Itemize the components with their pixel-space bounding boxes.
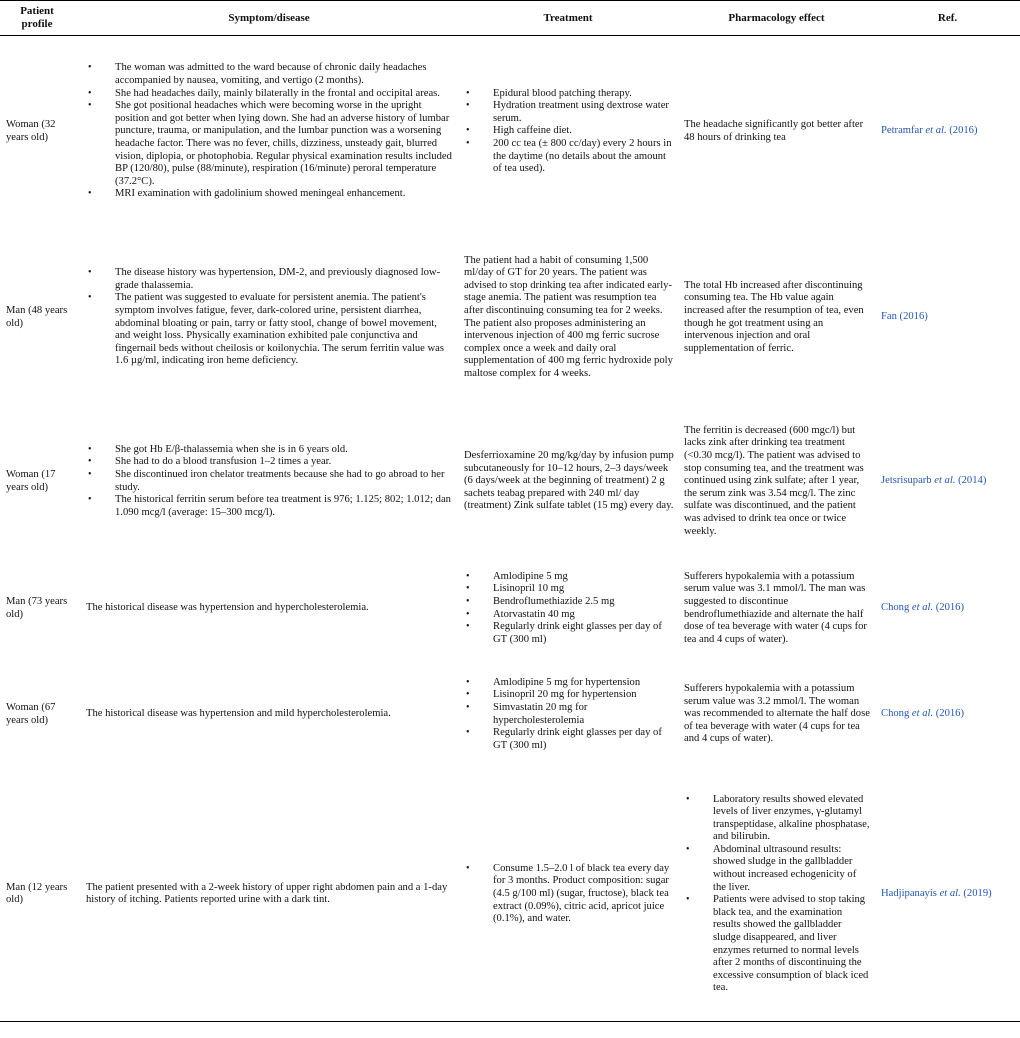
list-item: • Amlodipine 5 mg for hypertension: [464, 677, 674, 690]
list-item: • Abdominal ultrasound results: showed sludge in the gallbladder without increased echogenicity of the liver.: [684, 844, 871, 894]
treatment-list: [464, 571, 674, 647]
reference-link[interactable]: [875, 556, 1020, 662]
header-treatment: Treatment: [458, 1, 678, 36]
list-item: • Patients were advised to stop taking black tea, and the examination results showed the gallbladder sludge disappeared, and liver enzymes returned to normal levels after 2 months of discontinuing the excessive consumption of black iced tea.: [684, 894, 871, 995]
table-row: [0, 662, 1020, 768]
effect-cell: The ferritin is decreased (600 mgc/l) but lacks zink after drinking tea treatment (<0.30 mcg/l). The patient was advised to stop consuming tea, and the treatment was continued using zink sulfate; after 1 year, the serum zink was 3.54 mcg/l. The zinc sulfate was discontinued, and the patient was advised to drink tea once or twice weekly.: [684, 424, 864, 537]
list-item: • MRI examination with gadolinium showed meningeal enhancement.: [86, 188, 454, 201]
symptom-cell: [80, 36, 458, 228]
list-item: • She had to do a blood transfusion 1–2 times a year.: [86, 456, 454, 469]
ref-etal: et al.: [911, 602, 934, 614]
list-item: • 200 cc tea (± 800 cc/day) every 2 hours in the daytime (no details about the amount of tea used).: [464, 138, 674, 176]
effect-cell: Sufferers hypokalemia with a potassium serum value was 3.2 mmol/l. The woman was recommended to alternate the half dose of tea beverage with water (4 cups for tea and 4 cups of water).: [684, 683, 870, 745]
table-row: [0, 556, 1020, 662]
table-row: [0, 228, 1020, 408]
patient-profile-cell: Woman (67 years old): [6, 701, 56, 726]
ref-etal: et al.: [934, 475, 956, 487]
patient-profile-cell: Man (12 years old): [0, 768, 80, 1022]
ref-author: Fan (2016): [881, 311, 928, 323]
reference-link[interactable]: [875, 408, 1020, 556]
list-item: • Epidural blood patching therapy.: [464, 88, 674, 101]
list-item: • Regularly drink eight glasses per day of GT (300 ml): [464, 621, 674, 646]
patient-profile-cell: Woman (17 years old): [6, 468, 56, 493]
symptom-list: [86, 267, 454, 368]
list-item: • Atorvastatin 40 mg: [464, 609, 674, 622]
ref-etal: et al.: [939, 887, 961, 899]
list-item: • Consume 1.5–2.0 l of black tea every day for 3 months. Product composition: sugar (4.5 g/100 ml) (sugar, fructose), black tea extract (0.09%), citric acid, apricot juice (0.1%), and water.: [464, 863, 674, 926]
list-item: • Laboratory results showed elevated levels of liver enzymes, γ-glutamyl transpeptidase, alkaline phosphatase, and bilirubin.: [684, 794, 871, 844]
ref-year: (2016): [935, 708, 965, 720]
list-item: • The historical ferritin serum before tea treatment is 976; 1.125; 802; 1.012; dan 1.090 mcg/l (average: 15–300 mcg/l).: [86, 494, 454, 519]
reference-link[interactable]: [875, 36, 1020, 228]
patient-profile-cell: Woman (32 years old): [6, 119, 56, 143]
reference-link[interactable]: [875, 228, 1020, 408]
list-item: • She had headaches daily, mainly bilaterally in the frontal and occipital areas.: [86, 88, 454, 101]
list-item: • Regularly drink eight glasses per day of GT (300 ml): [464, 727, 674, 752]
header-patient-profile: Patient profile: [0, 1, 80, 36]
ref-year: (2016): [949, 125, 978, 137]
ref-author: Petramfar: [881, 125, 923, 137]
table-header-row: [0, 1, 1020, 36]
effect-list: [684, 794, 871, 996]
patient-profile-cell: Man (48 years old): [6, 304, 68, 329]
treatment-list: [464, 677, 674, 753]
list-item: • She got positional headaches which were becoming worse in the upright position and got better when lying down. She had an adverse history of lumbar puncture, trauma, or manipulation, and the lumbar punction was a worsening headache factor. There was no fever, chills, dizziness, unsteady gait, blurred vision, diplopia, or photophobia. Regular physical examination results included BP (120/80), pulse (88/minute), respiration (16/minute) peroral temperature (37.2°C).: [86, 100, 454, 188]
ref-year: (2016): [935, 602, 965, 614]
symptom-list: [86, 62, 454, 201]
table-row: [0, 408, 1020, 556]
table-row: [0, 36, 1020, 228]
ref-year: (2019): [963, 887, 992, 899]
reference-link[interactable]: [875, 768, 1020, 1022]
list-item: • The disease history was hypertension, DM-2, and previously diagnosed low-grade thalassemia.: [86, 267, 454, 292]
list-item: • High caffeine diet.: [464, 125, 674, 138]
table-row: [0, 768, 1020, 1022]
header-symptom-disease: Symptom/disease: [80, 1, 458, 36]
symptom-cell: The historical disease was hypertension and hypercholesterolemia.: [86, 602, 369, 614]
ref-year: (2014): [958, 475, 987, 487]
treatment-list: [464, 863, 674, 926]
list-item: • The woman was admitted to the ward because of chronic daily headaches accompanied by nausea, vomiting, and vertigo (2 months).: [86, 62, 454, 87]
treatment-cell: [458, 556, 678, 662]
symptom-cell: [80, 408, 458, 556]
treatment-cell: [458, 662, 678, 768]
symptom-cell: The historical disease was hypertension and mild hypercholesterolemia.: [86, 708, 391, 720]
symptom-list: [86, 444, 454, 520]
list-item: • Lisinopril 10 mg: [464, 583, 674, 596]
header-pharmacology-effect: Pharmacology effect: [678, 1, 875, 36]
treatment-cell: Desferrioxamine 20 mg/kg/day by infusion pump subcutaneously for 10–12 hours, 2–3 days/week (6 days/week at the beginning of treatment) 2 g sachets teabag prepared with 240 ml/ day (treatment) Zink sulfate tablet (15 mg) every day.: [464, 450, 674, 512]
list-item: • Amlodipine 5 mg: [464, 571, 674, 584]
list-item: • Bendroflumethiazide 2.5 mg: [464, 596, 674, 609]
symptom-cell: [80, 228, 458, 408]
ref-etal: et al.: [911, 708, 934, 720]
ref-author: Hadjipanayis: [881, 887, 937, 899]
patient-profile-cell: Man (73 years old): [6, 595, 68, 620]
list-item: • The patient was suggested to evaluate for persistent anemia. The patient's symptom involves fatigue, fever, dark-colored urine, persistent diarrhea, abdominal bloating or pain, tarry or fatty stool, change of bowel movement, and weight loss. Physically examination exhibited pale conjunctiva and fingernail beds without cheilosis or koilonychia. The serum ferritin value was 1.6 µg/ml, indicating iron heme deficiency.: [86, 292, 454, 368]
list-item: • She got Hb E/β-thalassemia when she is in 6 years old.: [86, 444, 454, 457]
treatment-list: [464, 88, 674, 176]
effect-cell: Sufferers hypokalemia with a potassium serum value was 3.1 mmol/l. The man was suggested to discontinue bendroflumethiazide and alternate the half dose of tea beverage with water (4 cups for tea and 4 cups of water).: [684, 570, 867, 645]
effect-cell: The headache significantly got better after 48 hours of drinking tea: [684, 119, 864, 143]
ref-author: Chong: [881, 708, 910, 720]
ref-author: Chong: [881, 602, 910, 614]
effect-cell: [678, 768, 875, 1022]
treatment-cell: The patient had a habit of consuming 1,500 ml/day of GT for 20 years. The patient was advised to stop drinking tea after indicated early-stage anemia. The patient was resumption tea after discontinuing consuming tea for 2 weeks. The patient also proposes administering an intervenous injection of 400 mg ferric sucrose complex once a week and daily oral supplementation of 400 mg ferric hydroxide poly maltose complex for 4 weeks.: [464, 254, 673, 379]
effect-cell: The total Hb increased after discontinuing consuming tea. The Hb value again increased after the resumption of tea, even though he got treatment using an intervenous injection and oral supplementation of ferric.: [684, 279, 864, 354]
header-ref: Ref.: [875, 1, 1020, 36]
treatment-cell: [458, 768, 678, 1022]
list-item: • She discontinued iron chelator treatments because she had to go abroad to her study.: [86, 469, 454, 494]
ref-etal: et al.: [925, 125, 947, 137]
list-item: • Hydration treatment using dextrose water serum.: [464, 100, 674, 125]
list-item: • Lisinopril 20 mg for hypertension: [464, 689, 674, 702]
list-item: • Simvastatin 20 mg for hypercholesterolemia: [464, 702, 674, 727]
reference-link[interactable]: [875, 662, 1020, 768]
symptom-cell: The patient presented with a 2-week history of upper right abdomen pain and a 1-day history of itching. Patients reported urine with a dark tint.: [80, 768, 458, 1022]
ref-author: Jetsrisuparb: [881, 475, 932, 487]
treatment-cell: [458, 36, 678, 228]
